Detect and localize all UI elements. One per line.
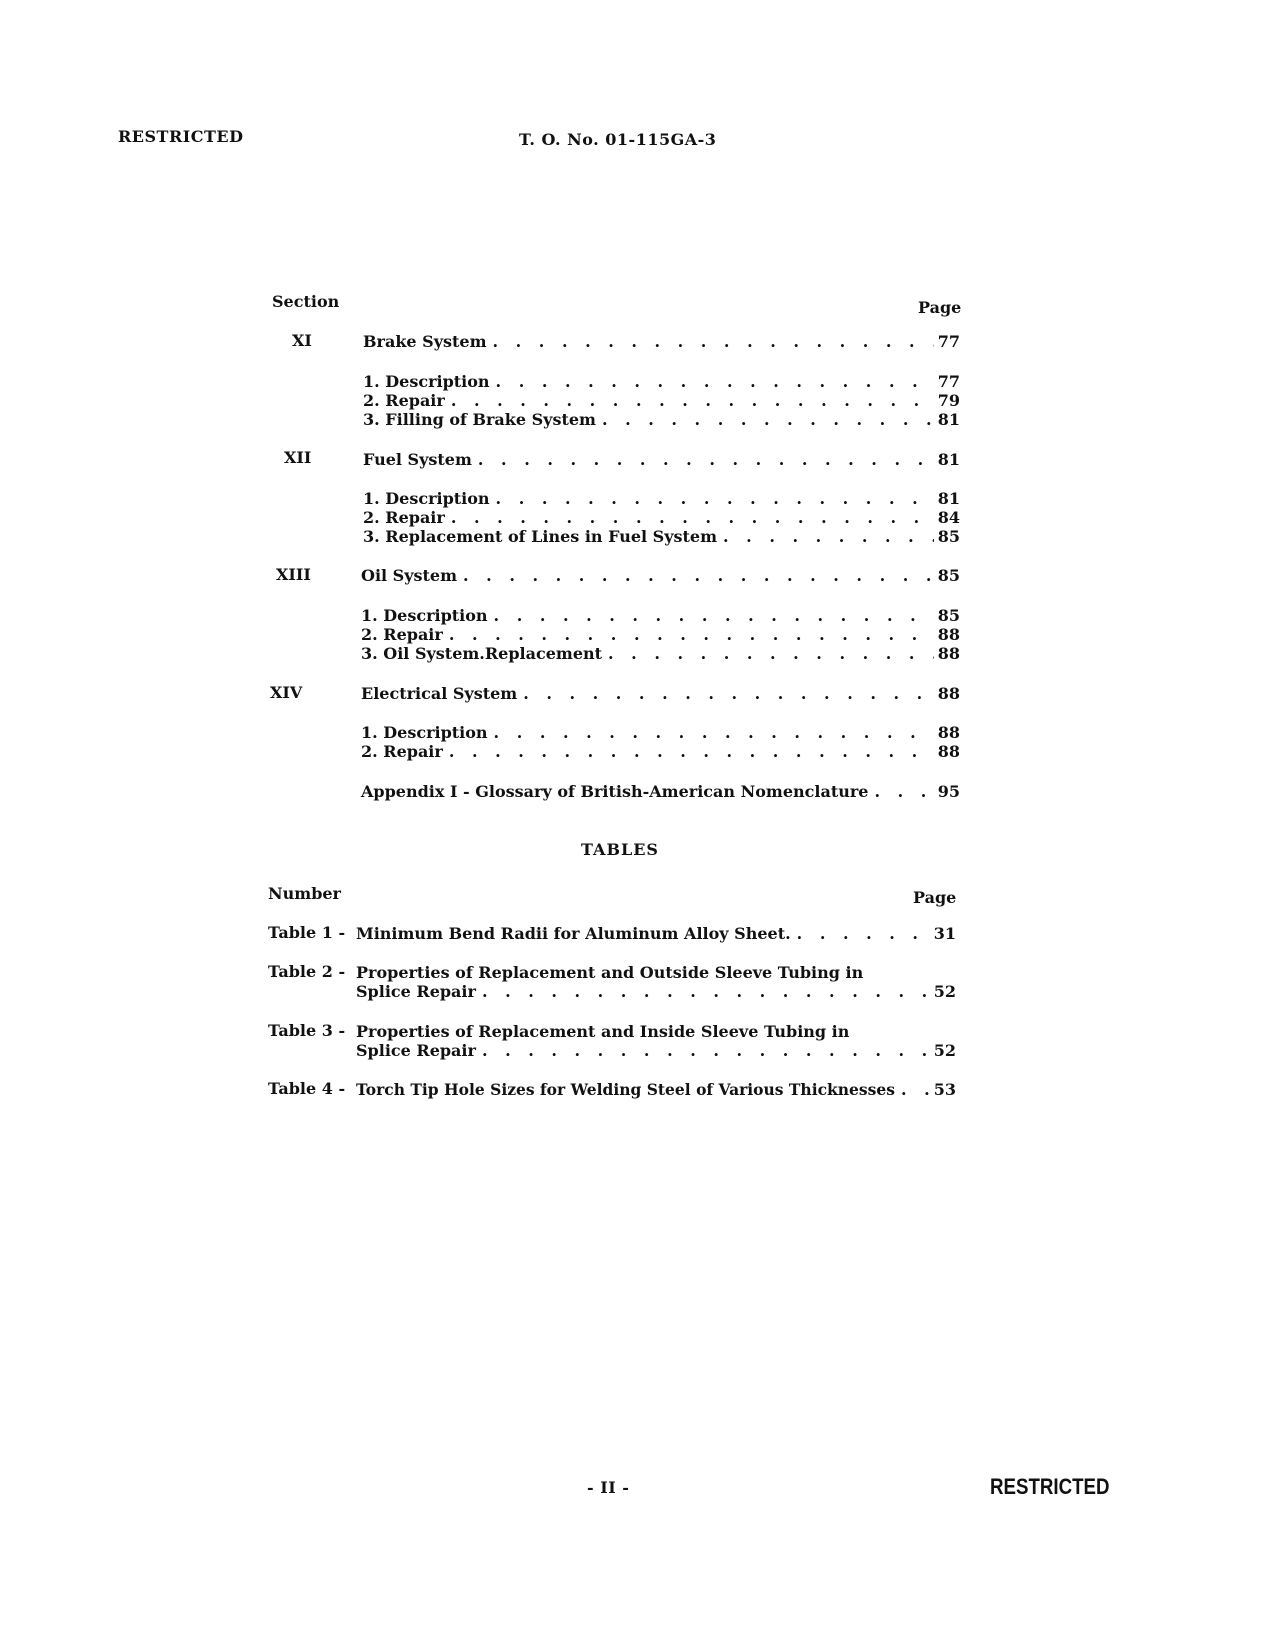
section-numeral-xii: XII [284,448,312,467]
dot-leader [478,450,934,469]
toc-entry-label: Fuel System [363,450,472,469]
table-entry-title-cont: Splice Repair [356,1041,476,1060]
table-number: Table 2 - [268,962,346,981]
table-number: Table 1 - [268,923,346,942]
dot-leader [797,924,930,943]
dot-leader [523,684,934,703]
table-entry[interactable] [356,1041,956,1063]
dot-leader [723,527,934,546]
dot-leader [482,1041,930,1060]
page-column-heading: Page [918,298,962,317]
table-entry-page: 31 [933,924,956,943]
toc-subentry-label: 2. Repair [361,625,443,644]
toc-entry-brake-system[interactable] [363,332,960,354]
document-number: T. O. No. 01-115GA-3 [519,130,717,149]
toc-subentry-label: 1. Description [361,723,488,742]
toc-subentry-label: 1. Description [363,489,490,508]
dot-leader [496,489,934,508]
dot-leader [494,723,934,742]
toc-subentry-page: 88 [937,742,960,761]
section-numeral-xiv: XIV [270,683,303,702]
dot-leader [449,625,934,644]
table-entry[interactable] [356,1080,956,1102]
dot-leader [463,566,934,585]
toc-subentry-label: 2. Repair [361,742,443,761]
toc-entry-electrical-system[interactable] [361,684,960,706]
dot-leader [449,742,934,761]
dot-leader [494,606,934,625]
table-entry-title: Torch Tip Hole Sizes for Welding Steel of Various Thicknesses [356,1080,895,1099]
dot-leader [602,410,934,429]
page-number: - II - [587,1478,630,1497]
toc-subentry-page: 79 [937,391,960,410]
toc-subentry[interactable] [363,410,960,432]
table-entry-page: 52 [933,982,956,1001]
section-numeral-xiii: XIII [276,565,311,584]
toc-entry-label: Appendix I - Glossary of British-American Nomenclature [361,782,869,801]
tables-heading: TABLES [581,840,659,859]
toc-subentry-label: 1. Description [363,372,490,391]
table-entry-page: 52 [933,1041,956,1060]
table-entry-page: 53 [933,1080,956,1099]
table-entry-title-cont: Splice Repair [356,982,476,1001]
dot-leader [608,644,934,663]
table-entry-title: Minimum Bend Radii for Aluminum Alloy Sheet. [356,924,791,943]
table-number: Table 3 - [268,1021,346,1040]
toc-subentry[interactable] [363,527,960,549]
dot-leader [496,372,934,391]
dot-leader [874,782,933,801]
toc-subentry-page: 85 [937,606,960,625]
toc-entry-page: 81 [937,450,960,469]
table-number: Table 4 - [268,1079,346,1098]
table-entry[interactable] [356,924,956,946]
toc-entry-page: 77 [937,332,960,351]
footer-classification: RESTRICTED [990,1474,1110,1499]
toc-subentry-label: 3. Filling of Brake System [363,410,596,429]
dot-leader [451,508,934,527]
toc-entry-oil-system[interactable] [361,566,960,588]
toc-subentry-page: 88 [937,625,960,644]
toc-subentry-page: 77 [937,372,960,391]
dot-leader [482,982,930,1001]
section-column-heading: Section [272,292,340,311]
toc-subentry-page: 81 [937,489,960,508]
toc-subentry[interactable] [361,644,960,666]
toc-subentry-label: 3. Oil System.Replacement [361,644,603,663]
header-classification: RESTRICTED [118,127,244,146]
toc-entry-appendix[interactable] [361,782,960,804]
table-entry-title: Properties of Replacement and Inside Sleeve Tubing in [356,1022,850,1041]
tables-page-column-heading: Page [913,888,957,907]
toc-subentry-page: 88 [937,723,960,742]
dot-leader [451,391,934,410]
toc-subentry-label: 2. Repair [363,508,445,527]
toc-subentry-page: 88 [937,644,960,663]
toc-entry-fuel-system[interactable] [363,450,960,472]
toc-subentry[interactable] [361,742,960,764]
table-entry-title: Properties of Replacement and Outside Sleeve Tubing in [356,963,864,982]
toc-entry-page: 85 [937,566,960,585]
toc-entry-label: Oil System [361,566,458,585]
toc-subentry-label: 1. Description [361,606,488,625]
toc-subentry-label: 2. Repair [363,391,445,410]
dot-leader [493,332,934,351]
table-entry[interactable] [356,982,956,1004]
number-column-heading: Number [268,884,341,903]
toc-entry-page: 88 [937,684,960,703]
dot-leader [901,1080,930,1099]
toc-entry-label: Electrical System [361,684,518,703]
toc-subentry-label: 3. Replacement of Lines in Fuel System [363,527,718,546]
section-numeral-xi: XI [292,331,312,350]
toc-entry-page: 95 [937,782,960,801]
toc-subentry-page: 81 [937,410,960,429]
toc-entry-label: Brake System [363,332,487,351]
toc-subentry-page: 84 [937,508,960,527]
toc-subentry-page: 85 [937,527,960,546]
